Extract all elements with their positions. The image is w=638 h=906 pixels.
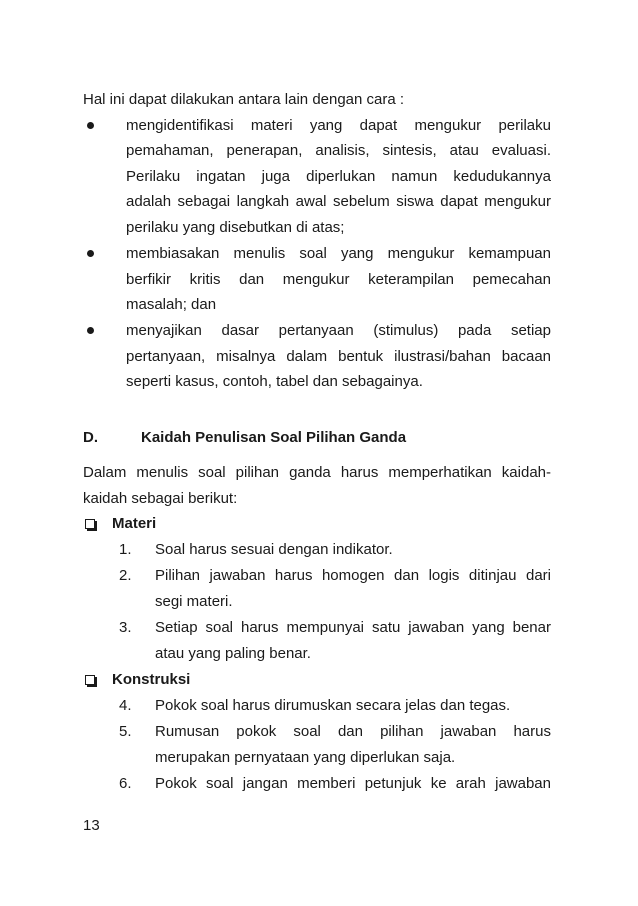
bullet-3-line-2: pertanyaan, misalnya dalam bentuk ilustrasi/bahan bacaan	[126, 348, 551, 365]
bullet-2-line-3: masalah; dan	[126, 296, 217, 313]
checkbox-icon	[85, 675, 95, 685]
item-5-line-1: Rumusan pokok soal dan pilihan jawaban harus	[155, 723, 551, 740]
item-2-line-2: segi materi.	[155, 593, 233, 610]
bullet-1-line-3: Perilaku ingatan juga diperlukan namun kedudukannya	[126, 168, 551, 185]
item-3-line-2: atau yang paling benar.	[155, 645, 311, 662]
bullet-icon	[86, 326, 96, 336]
checkbox-icon	[85, 519, 95, 529]
bullet-2-line-1: membiasakan menulis soal yang mengukur kemampuan	[126, 245, 551, 262]
item-1-line-1: Soal harus sesuai dengan indikator.	[155, 541, 393, 558]
page-number: 13	[83, 817, 100, 834]
item-number: 3.	[119, 619, 132, 636]
para-line-1: Dalam menulis soal pilihan ganda harus memperhatikan kaidah-	[83, 464, 551, 481]
intro-text: Hal ini dapat dilakukan antara lain dengan cara :	[83, 91, 405, 108]
item-3-line-1: Setiap soal harus mempunyai satu jawaban yang benar	[155, 619, 551, 636]
bullet-2-line-2: berfikir kritis dan mengukur keterampilan pemecahan	[126, 271, 551, 288]
bullet-1-line-4: adalah sebagai langkah awal sebelum siswa dapat mengukur	[126, 193, 551, 210]
section-letter: D.	[83, 429, 98, 446]
item-number: 2.	[119, 567, 132, 584]
bullet-1-line-2: pemahaman, penerapan, analisis, sintesis, atau evaluasi.	[126, 142, 551, 159]
item-number: 6.	[119, 775, 132, 792]
item-5-line-2: merupakan pernyataan yang diperlukan saja.	[155, 749, 456, 766]
bullet-icon	[86, 249, 96, 259]
section-title: Kaidah Penulisan Soal Pilihan Ganda	[141, 429, 407, 446]
item-number: 5.	[119, 723, 132, 740]
group-title-konstruksi: Konstruksi	[112, 671, 191, 688]
item-number: 1.	[119, 541, 132, 558]
item-number: 4.	[119, 697, 132, 714]
para-line-2: kaidah sebagai berikut:	[83, 490, 238, 507]
bullet-3-line-1: menyajikan dasar pertanyaan (stimulus) pada setiap	[126, 322, 551, 339]
bullet-1-line-1: mengidentifikasi materi yang dapat mengukur perilaku	[126, 117, 551, 134]
bullet-1-line-5: perilaku yang disebutkan di atas;	[126, 219, 345, 236]
group-title-materi: Materi	[112, 515, 157, 532]
item-6-line-1: Pokok soal jangan memberi petunjuk ke arah jawaban	[155, 775, 551, 792]
item-2-line-1: Pilihan jawaban harus homogen dan logis ditinjau dari	[155, 567, 551, 584]
item-4-line-1: Pokok soal harus dirumuskan secara jelas dan tegas.	[155, 697, 511, 714]
bullet-3-line-3: seperti kasus, contoh, tabel dan sebagainya.	[126, 373, 423, 390]
bullet-icon	[86, 121, 96, 131]
